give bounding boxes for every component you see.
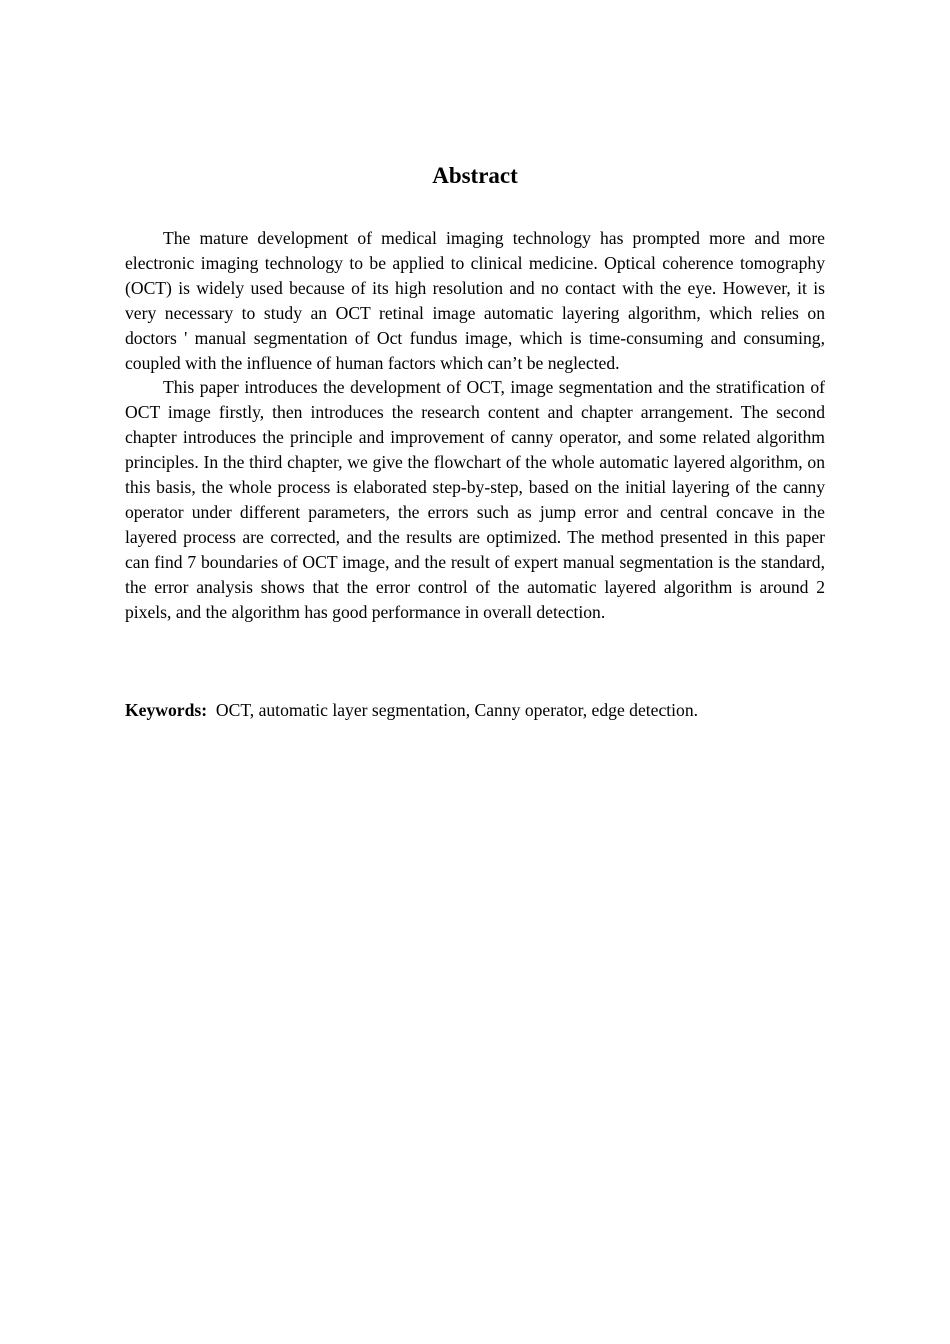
abstract-body xyxy=(125,226,825,625)
abstract-paragraph-2: This paper introduces the development of OCT, image segmentation and the stratification of OCT image firstly, then introduces the research content and chapter arrangement. The second chapter introduces the principle and improvement of canny operator, and some related algorithm principles. In the third chapter, we give the flowchart of the whole automatic layered algorithm, on this basis, the whole process is elaborated step-by-step, based on the initial layering of the canny operator under different parameters, the errors such as jump error and central concave in the layered process are corrected, and the results are optimized. The method presented in this paper can find 7 boundaries of OCT image, and the result of expert manual segmentation is the standard, the error analysis shows that the error control of the automatic layered algorithm is around 2 pixels, and the algorithm has good performance in overall detection. xyxy=(125,377,825,622)
abstract-title: Abstract xyxy=(432,163,518,188)
keywords-line xyxy=(125,698,825,723)
abstract-paragraph-1: The mature development of medical imaging technology has prompted more and more electronic imaging technology to be applied to clinical medicine. Optical coherence tomography (OCT) is widely used because of its high resolution and no contact with the eye. However, it is very necessary to study an OCT retinal image automatic layering algorithm, which relies on doctors ' manual segmentation of Oct fundus image, which is time-consuming and consuming, coupled with the influence of human factors which can’t be neglected. xyxy=(125,228,825,373)
keywords-text: OCT, automatic layer segmentation, Canny operator, edge detection. xyxy=(215,700,699,720)
keywords-label: Keywords: xyxy=(125,700,208,720)
